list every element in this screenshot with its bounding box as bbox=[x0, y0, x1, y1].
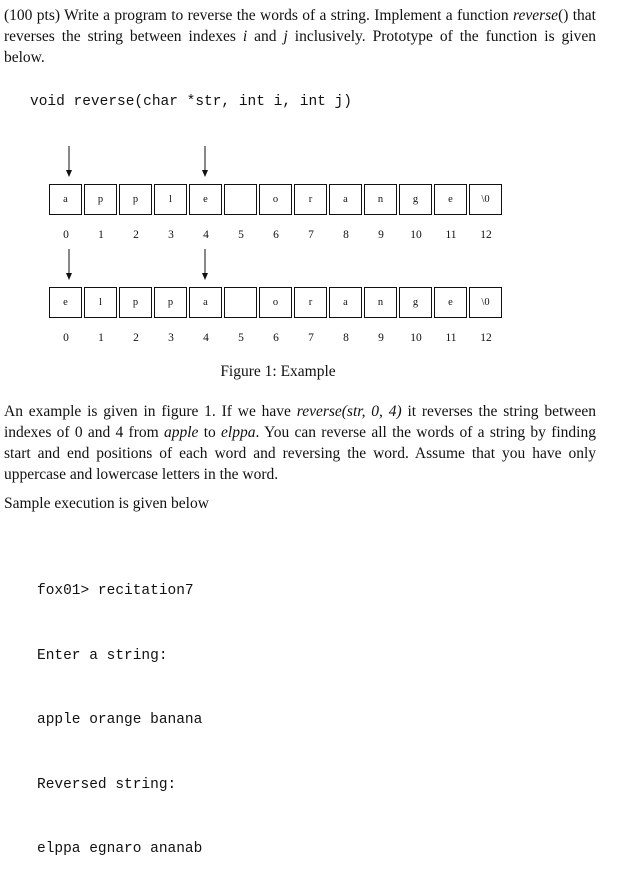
array-cell: o bbox=[259, 184, 292, 215]
array-cell: e bbox=[49, 287, 82, 318]
array-cell: o bbox=[259, 287, 292, 318]
array-cell: p bbox=[119, 287, 152, 318]
array-index-label: 11 bbox=[445, 229, 457, 241]
char-array-after bbox=[49, 287, 502, 318]
array-cell: p bbox=[119, 184, 152, 215]
array-index-label: 0 bbox=[63, 332, 69, 344]
array-cell: g bbox=[399, 287, 432, 318]
terminal-line: Reversed string: bbox=[37, 776, 177, 793]
var-i: i bbox=[242, 28, 248, 45]
array-index-label: 3 bbox=[168, 229, 174, 241]
intro-text-1: (100 pts) Write a program to reverse the words of a string. Implement a function bbox=[4, 7, 514, 24]
example-call: reverse(str, 0, 4) bbox=[296, 403, 402, 420]
array-cell bbox=[224, 184, 257, 215]
function-prototype: void reverse(char *str, int i, int j) bbox=[30, 94, 352, 110]
char-array-before bbox=[49, 184, 502, 215]
array-cell: g bbox=[399, 184, 432, 215]
array-cell: p bbox=[84, 184, 117, 215]
array-cell: a bbox=[189, 287, 222, 318]
array-index-label: 6 bbox=[273, 229, 279, 241]
array-index-label: 11 bbox=[445, 332, 457, 344]
array-cell: a bbox=[329, 287, 362, 318]
word-to: elppa bbox=[221, 424, 256, 441]
example-text-3: to bbox=[198, 424, 222, 441]
intro-text-2: () that reverses the string between indexes bbox=[4, 7, 596, 45]
word-from: apple bbox=[163, 424, 199, 441]
figure-caption: Figure 1: Example bbox=[220, 363, 336, 380]
array-cell: e bbox=[189, 184, 222, 215]
index-row-after bbox=[49, 332, 519, 348]
array-cell: a bbox=[49, 184, 82, 215]
array-index-label: 10 bbox=[410, 229, 422, 241]
array-cell: n bbox=[364, 184, 397, 215]
intro-text-4: inclusively. Prototype of the function is given below. bbox=[4, 28, 596, 66]
index-row-before bbox=[49, 229, 519, 245]
problem-statement bbox=[4, 5, 596, 68]
sample-terminal-output bbox=[37, 538, 202, 882]
array-index-label: 4 bbox=[203, 229, 209, 241]
array-index-label: 10 bbox=[410, 332, 422, 344]
down-arrow-icon bbox=[64, 146, 74, 178]
terminal-line: elppa egnaro ananab bbox=[37, 841, 203, 857]
array-index-label: 6 bbox=[273, 332, 279, 344]
array-index-label: 5 bbox=[238, 229, 244, 241]
array-index-label: 5 bbox=[238, 332, 244, 344]
example-paragraph bbox=[4, 401, 596, 485]
array-index-label: 1 bbox=[98, 332, 104, 344]
array-index-label: 2 bbox=[133, 229, 139, 241]
array-index-label: 0 bbox=[63, 229, 69, 241]
terminal-line: fox01> recitation7 bbox=[37, 583, 194, 599]
array-index-label: 4 bbox=[203, 332, 209, 344]
intro-text-3: and bbox=[247, 28, 284, 45]
array-cell: e bbox=[434, 287, 467, 318]
example-text-4: . You can reverse all the words of a string by finding start and end positions of each word and reversing the word. Assume that you have only uppercase and lowercase letters in the word. bbox=[4, 424, 596, 483]
array-cell: \0 bbox=[469, 184, 502, 215]
array-cell: e bbox=[434, 184, 467, 215]
array-index-label: 7 bbox=[308, 332, 314, 344]
array-cell: r bbox=[294, 184, 327, 215]
array-cell: l bbox=[154, 184, 187, 215]
array-index-label: 12 bbox=[480, 332, 492, 344]
array-index-label: 8 bbox=[343, 332, 349, 344]
array-index-label: 1 bbox=[98, 229, 104, 241]
down-arrow-icon bbox=[200, 146, 210, 178]
example-text-1: An example is given in figure 1. If we have bbox=[4, 403, 297, 420]
array-cell: p bbox=[154, 287, 187, 318]
var-j: j bbox=[283, 28, 288, 45]
function-name: reverse bbox=[513, 7, 559, 24]
down-arrow-icon bbox=[200, 249, 210, 281]
array-cell: \0 bbox=[469, 287, 502, 318]
terminal-line: Enter a string: bbox=[37, 647, 168, 664]
array-cell bbox=[224, 287, 257, 318]
array-cell: r bbox=[294, 287, 327, 318]
array-index-label: 12 bbox=[480, 229, 492, 241]
array-cell: n bbox=[364, 287, 397, 318]
array-index-label: 8 bbox=[343, 229, 349, 241]
terminal-line: apple orange banana bbox=[37, 712, 203, 728]
array-index-label: 9 bbox=[378, 332, 384, 344]
array-cell: l bbox=[84, 287, 117, 318]
sample-label: Sample execution is given below bbox=[4, 495, 209, 512]
example-text-2: it reverses the string between indexes of 0 and 4 from bbox=[4, 403, 596, 441]
down-arrow-icon bbox=[64, 249, 74, 281]
array-index-label: 2 bbox=[133, 332, 139, 344]
array-index-label: 9 bbox=[378, 229, 384, 241]
array-index-label: 3 bbox=[168, 332, 174, 344]
array-index-label: 7 bbox=[308, 229, 314, 241]
array-cell: a bbox=[329, 184, 362, 215]
